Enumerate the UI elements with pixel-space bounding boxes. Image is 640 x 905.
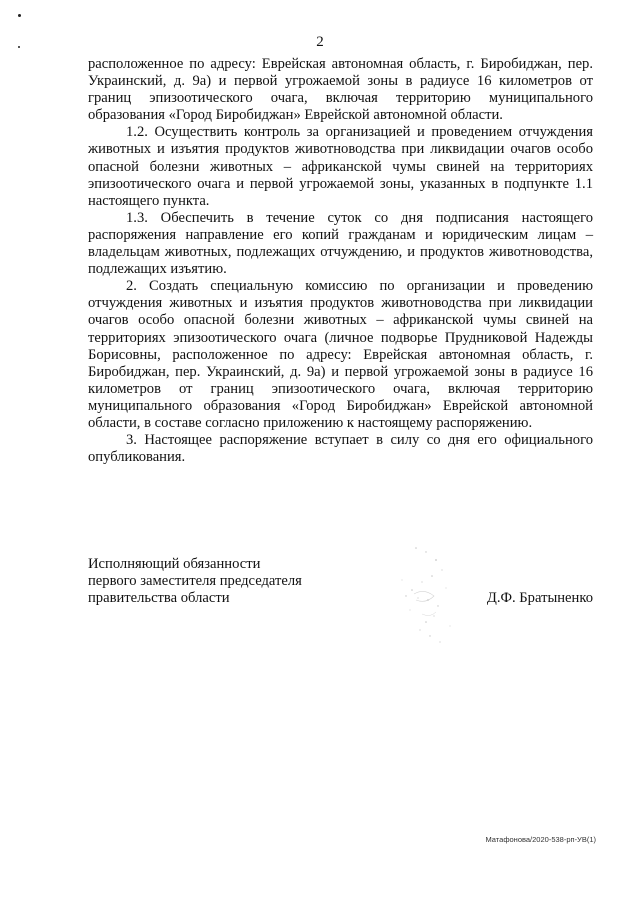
signatory-position-line: первого заместителя председателя [88, 573, 302, 590]
signatory-position [88, 556, 348, 607]
signatory-position-line: правительства области [88, 590, 230, 607]
scan-mark [18, 14, 21, 17]
paragraph-1-2: 1.2. Осуществить контроль за организацией и проведением отчуждения животных и изъятия продуктов животноводства при ликвидации очагов особо опасной болезни животных – африканской чумы свиней на территориях эпизоотического очага и первой угрожаемой зоны, указанных в подпункте 1.1 настоящего пункта. [88, 124, 593, 209]
paragraph-3: 3. Настоящее распоряжение вступает в силу со дня его официального опубликования. [88, 432, 593, 466]
paragraph-2: 2. Создать специальную комиссию по организации и проведению отчуждения животных и изъятия продуктов животноводства при ликвидации очагов особо опасной болезни животных – африканской чумы свиней на территориях эпизоотического очага (личное подворье Прудниковой Надежды Борисовны, расположенное по адресу: Еврейская автономная область, г. Биробиджан, пер. Украинский, д. 9а) и первой угрожаемой зоны в радиусе 16 километров от границ эпизоотического очага, включая территорию муниципального образования «Город Биробиджан» Еврейской автономной области, в составе согласно приложению к настоящему распоряжению. [88, 278, 593, 431]
signature-block [88, 556, 593, 616]
signatory-name: Д.Ф. Братыненко [486, 590, 593, 606]
signatory-position-line: Исполняющий обязанности [88, 556, 261, 572]
paragraph-1-3: 1.3. Обеспечить в течение суток со дня подписания настоящего распоряжения направление его копий гражданам и юридическим лицам – владельцам животных, подлежащих отчуждению, и продуктов животноводства, подлежащих изъятию. [88, 209, 593, 278]
page-number: 2 [316, 34, 324, 50]
paragraph-continuation: расположенное по адресу: Еврейская автономная область, г. Биробиджан, пер. Украинский, д. 9а) и первой угрожаемой зоны в радиусе 16 километров от границ эпизоотического очага, включая территорию муниципального образования «Город Биробиджан» Еврейской автономной области. [88, 56, 593, 124]
document-body [88, 56, 593, 466]
document-reference-code: Матафонова/2020-538-рп-УВ(1) [485, 835, 596, 844]
